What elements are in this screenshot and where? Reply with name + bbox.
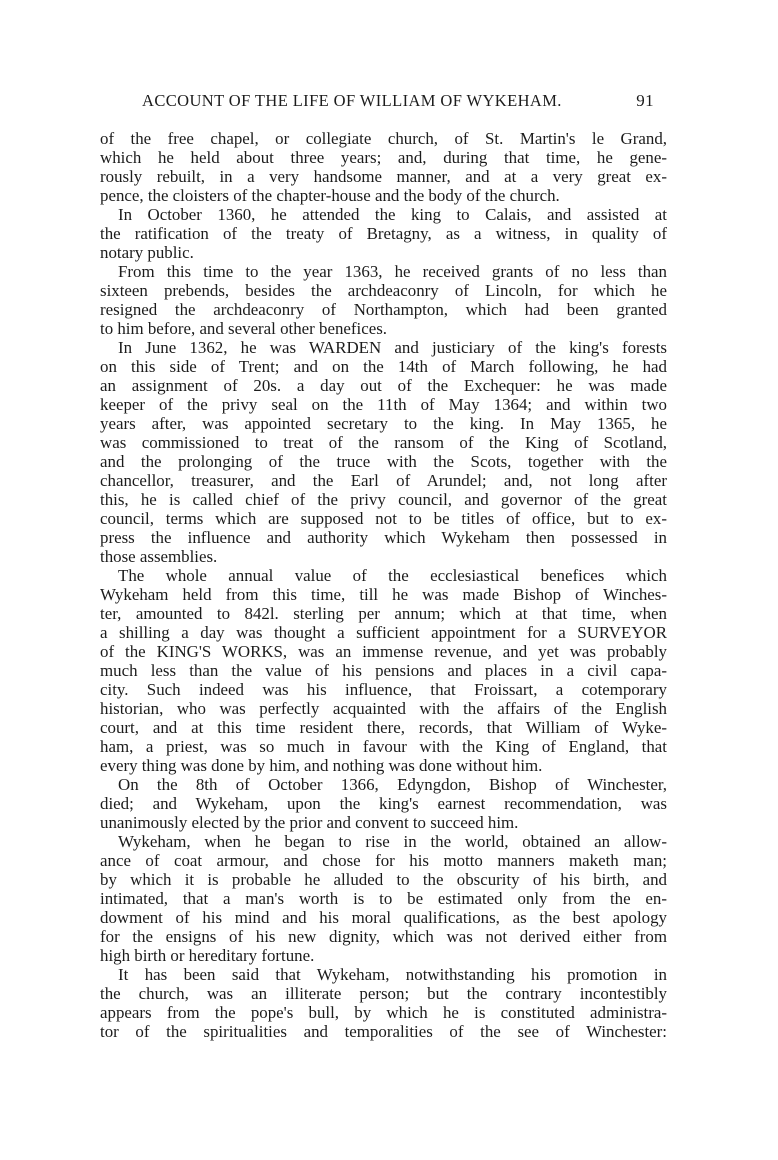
text-line: chancellor, treasurer, and the Earl of Arundel; and, not long after (100, 471, 667, 490)
text-line: notary public. (100, 243, 194, 262)
text-line: tor of the spiritualities and temporalities of the see of Winchester: (100, 1022, 667, 1041)
text-line: In October 1360, he attended the king to Calais, and assisted at (118, 205, 667, 224)
text-line: a shilling a day was thought a sufficient appointment for a SURVEYOR (100, 623, 667, 642)
text-line: of the KING'S WORKS, was an immense revenue, and yet was probably (100, 642, 667, 661)
text-line: high birth or hereditary fortune. (100, 946, 315, 965)
text-line: an assignment of 20s. a day out of the Exchequer: he was made (100, 376, 667, 395)
text-line: the church, was an illiterate person; but the contrary incontestibly (100, 984, 667, 1003)
running-head (142, 91, 654, 111)
text-line: resigned the archdeaconry of Northampton, which had been granted (100, 300, 667, 319)
text-line: On the 8th of October 1366, Edyngdon, Bishop of Winchester, (118, 775, 667, 794)
text-line: ance of coat armour, and chose for his motto manners maketh man; (100, 851, 667, 870)
text-line: It has been said that Wykeham, notwithstanding his promotion in (118, 965, 667, 984)
text-line: city. Such indeed was his influence, that Froissart, a cotemporary (100, 680, 667, 699)
text-line: this, he is called chief of the privy council, and governor of the great (100, 490, 667, 509)
text-line: historian, who was perfectly acquainted with the affairs of the English (100, 699, 667, 718)
text-line: dowment of his mind and his moral qualifications, as the best apology (100, 908, 667, 927)
text-line: court, and at this time resident there, records, that William of Wyke- (100, 718, 667, 737)
text-line: appears from the pope's bull, by which he is constituted administra- (100, 1003, 667, 1022)
text-line: for the ensigns of his new dignity, which was not derived either from (100, 927, 667, 946)
text-line: those assemblies. (100, 547, 218, 566)
body-text (100, 129, 667, 1041)
text-line: intimated, that a man's worth is to be estimated only from the en- (100, 889, 667, 908)
text-line: and the prolonging of the truce with the Scots, together with the (100, 452, 667, 471)
text-line: of the free chapel, or collegiate church, of St. Martin's le Grand, (100, 129, 667, 148)
text-line: unanimously elected by the prior and convent to succeed him. (100, 813, 519, 832)
text-line: In June 1362, he was WARDEN and justiciary of the king's forests (118, 338, 667, 357)
text-line: The whole annual value of the ecclesiastical benefices which (118, 566, 667, 585)
text-line: by which it is probable he alluded to the obscurity of his birth, and (100, 870, 667, 889)
text-line: council, terms which are supposed not to be titles of office, but to ex- (100, 509, 667, 528)
text-line: was commissioned to treat of the ransom of the King of Scotland, (100, 433, 667, 452)
text-line: sixteen prebends, besides the archdeaconry of Lincoln, for which he (100, 281, 667, 300)
text-line: rously rebuilt, in a very handsome manner, and at a very great ex- (100, 167, 667, 186)
text-line: Wykeham held from this time, till he was made Bishop of Winches- (100, 585, 667, 604)
text-line: years after, was appointed secretary to the king. In May 1365, he (100, 414, 667, 433)
text-line: From this time to the year 1363, he received grants of no less than (118, 262, 667, 281)
text-line: on this side of Trent; and on the 14th of March following, he had (100, 357, 667, 376)
text-line: pence, the cloisters of the chapter-house and the body of the church. (100, 186, 560, 205)
text-line: press the influence and authority which Wykeham then possessed in (100, 528, 667, 547)
text-line: Wykeham, when he began to rise in the world, obtained an allow- (118, 832, 667, 851)
text-line: keeper of the privy seal on the 11th of May 1364; and within two (100, 395, 667, 414)
page-number: 91 (636, 91, 654, 110)
text-line: much less than the value of his pensions and places in a civil capa- (100, 661, 667, 680)
text-line: ham, a priest, was so much in favour with the King of England, that (100, 737, 667, 756)
text-line: the ratification of the treaty of Bretagny, as a witness, in quality of (100, 224, 667, 243)
text-line: which he held about three years; and, during that time, he gene- (100, 148, 667, 167)
text-line: to him before, and several other benefices. (100, 319, 388, 338)
text-line: died; and Wykeham, upon the king's earnest recommendation, was (100, 794, 667, 813)
text-line: ter, amounted to 842l. sterling per annum; which at that time, when (100, 604, 667, 623)
running-head-title: ACCOUNT OF THE LIFE OF WILLIAM OF WYKEHAM. (142, 91, 562, 110)
text-line: every thing was done by him, and nothing was done without him. (100, 756, 543, 775)
